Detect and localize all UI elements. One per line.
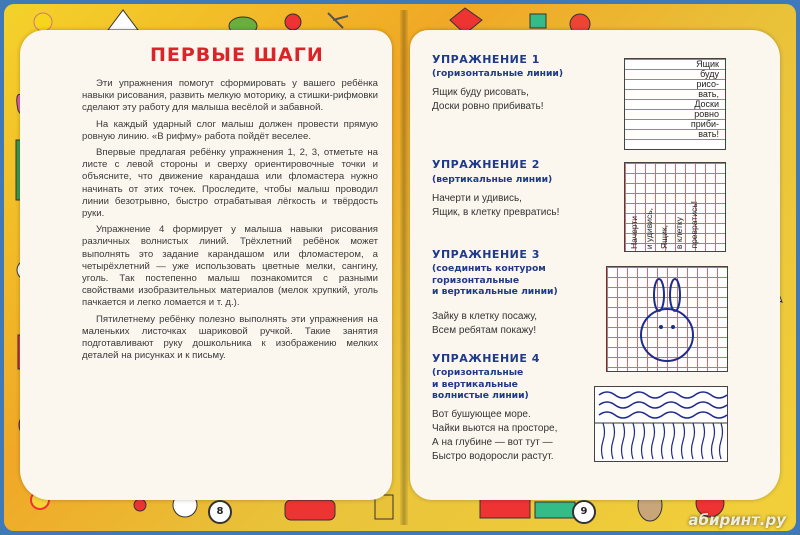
page-title: ПЕРВЫЕ ШАГИ: [150, 44, 324, 66]
toy-icon: [530, 14, 546, 28]
exercise-2-subtitle: (вертикальные линии): [432, 174, 553, 185]
poem-line: Чайки вьются на просторе,: [432, 423, 558, 434]
subtitle-line: и вертикальные линии): [432, 286, 558, 297]
bunny-body: [641, 309, 693, 361]
chick-icon: [34, 13, 52, 31]
grid-word: превратись!: [689, 201, 699, 249]
intro-text: [82, 78, 378, 366]
paragraph: На каждый ударный слог малыш должен провести прямую ровную линию. «В рифму» работа пойдёт веселее.: [82, 118, 378, 142]
exercise-2-grid: [624, 162, 726, 252]
bunny-ear-right: [670, 279, 680, 311]
grid-word: Ящик: [696, 59, 719, 69]
poem-line: Начерти и удивись,: [432, 193, 522, 204]
poem-line: Ящик буду рисовать,: [432, 87, 529, 98]
grid-word: буду: [700, 69, 719, 79]
bunny-eye: [671, 325, 675, 329]
poem-line: Доски ровно прибивать!: [432, 101, 544, 112]
dragonfly-icon: [328, 13, 348, 28]
paragraph: Эти упражнения помогут сформировать у вашего ребёнка навыки рисования, развить мелкую моторику, а стишки-рифмовки сделают эту работу для малыша весёлой и забавной.: [82, 78, 378, 114]
page-number-left: 8: [208, 500, 232, 524]
exercise-1-poem: [432, 86, 543, 114]
grid-word: и удивись,: [644, 207, 654, 249]
waves-drawing: [595, 387, 727, 461]
exercise-4-box: [594, 386, 728, 462]
bunny-eye: [659, 325, 663, 329]
grid-word: вать!: [698, 129, 719, 139]
cart-icon: [535, 502, 575, 518]
exercise-3-grid: [606, 266, 728, 372]
exercise-1-grid: [624, 58, 726, 150]
paragraph: Впервые предлагая ребёнку упражнения 1, 2, 3, отметьте на листе с левой стороны и сверху ориентировочные точки и объясните, что движение карандаша или фломастера нужно начинать от этих точек. Проследите, чтобы малыш проводил линии безотрывно, быстро отрабатывая лёгкость и твёрдость руки.: [82, 147, 378, 220]
wave-line: [599, 412, 727, 418]
bunny-drawing: [607, 267, 727, 371]
wave-line: [599, 402, 727, 408]
grid-word: Доски: [694, 99, 719, 109]
grid-word: Начерти: [629, 215, 639, 249]
grid-word: вать,: [698, 89, 719, 99]
grid-word: в клетку: [674, 216, 684, 249]
poem-line: Быстро водоросли растут.: [432, 451, 554, 462]
exercise-2-title: УПРАЖНЕНИЕ 2: [432, 158, 540, 171]
seaweed-lines: [602, 423, 723, 459]
exercise-2-poem: [432, 192, 559, 220]
wave-line: [599, 392, 727, 398]
car-icon: [285, 500, 335, 520]
subtitle-line: (горизонтальные: [432, 367, 524, 378]
exercise-3-poem: [432, 310, 537, 338]
exercise-1-subtitle: (горизонтальные линии): [432, 68, 564, 79]
exercise-1-title: УПРАЖНЕНИЕ 1: [432, 53, 540, 66]
subtitle-line: (соединить контуром: [432, 263, 546, 274]
page-number-right: 9: [572, 500, 596, 524]
poem-line: Ящик, в клетку превратись!: [432, 207, 560, 218]
exercise-4-subtitle: [432, 367, 529, 402]
poem-line: Вот бушующее море.: [432, 409, 531, 420]
subtitle-line: горизонтальные: [432, 274, 520, 286]
grid-word: ровно: [694, 109, 719, 119]
exercise-3-subtitle: [432, 263, 558, 298]
grid-vertical-words: [629, 165, 699, 249]
bird-icon: [285, 14, 301, 30]
grid-word: Ящик,: [659, 225, 669, 249]
grid-words: [691, 59, 719, 139]
poem-line: Всем ребятам покажу!: [432, 325, 537, 336]
exercise-4-poem: [432, 408, 557, 464]
poem-line: Зайку в клетку посажу,: [432, 311, 538, 322]
paper-bird-icon: [108, 10, 138, 30]
subtitle-line: волнистые линии): [432, 390, 529, 401]
exercise-3-title: УПРАЖНЕНИЕ 3: [432, 248, 540, 261]
ladybug-icon: [134, 499, 146, 511]
subtitle-line: и вертикальные: [432, 378, 518, 390]
poem-line: А на глубине — вот тут —: [432, 437, 553, 448]
paragraph: Пятилетнему ребёнку полезно выполнять эти упражнения на маленьких листочках шариковой ручкой. Такие занятия подготавливают руку дошкольника к изображению мелких деталей на рисунках и к письму.: [82, 313, 378, 362]
watermark: абиринт.ру: [688, 511, 786, 529]
book-spine: [400, 10, 408, 525]
grid-word: рисо-: [696, 79, 719, 89]
grid-word: приби-: [690, 119, 719, 129]
bunny-ear-left: [654, 279, 664, 311]
exercise-4-title: УПРАЖНЕНИЕ 4: [432, 352, 540, 365]
paragraph: Упражнение 4 формирует у малыша навыки рисования различных волнистых линий. Трёхлетний ребёнок может выполнять это задание карандашом или фломастером, а четырёхлетний — уже использовать цветные мелки, сангину, уголь. Так постепенно малыш познакомится с разными свойствами изобразительных материалов (мелок хрупкий, уголь пачкается и легко ломается и т. д.).: [82, 224, 378, 309]
